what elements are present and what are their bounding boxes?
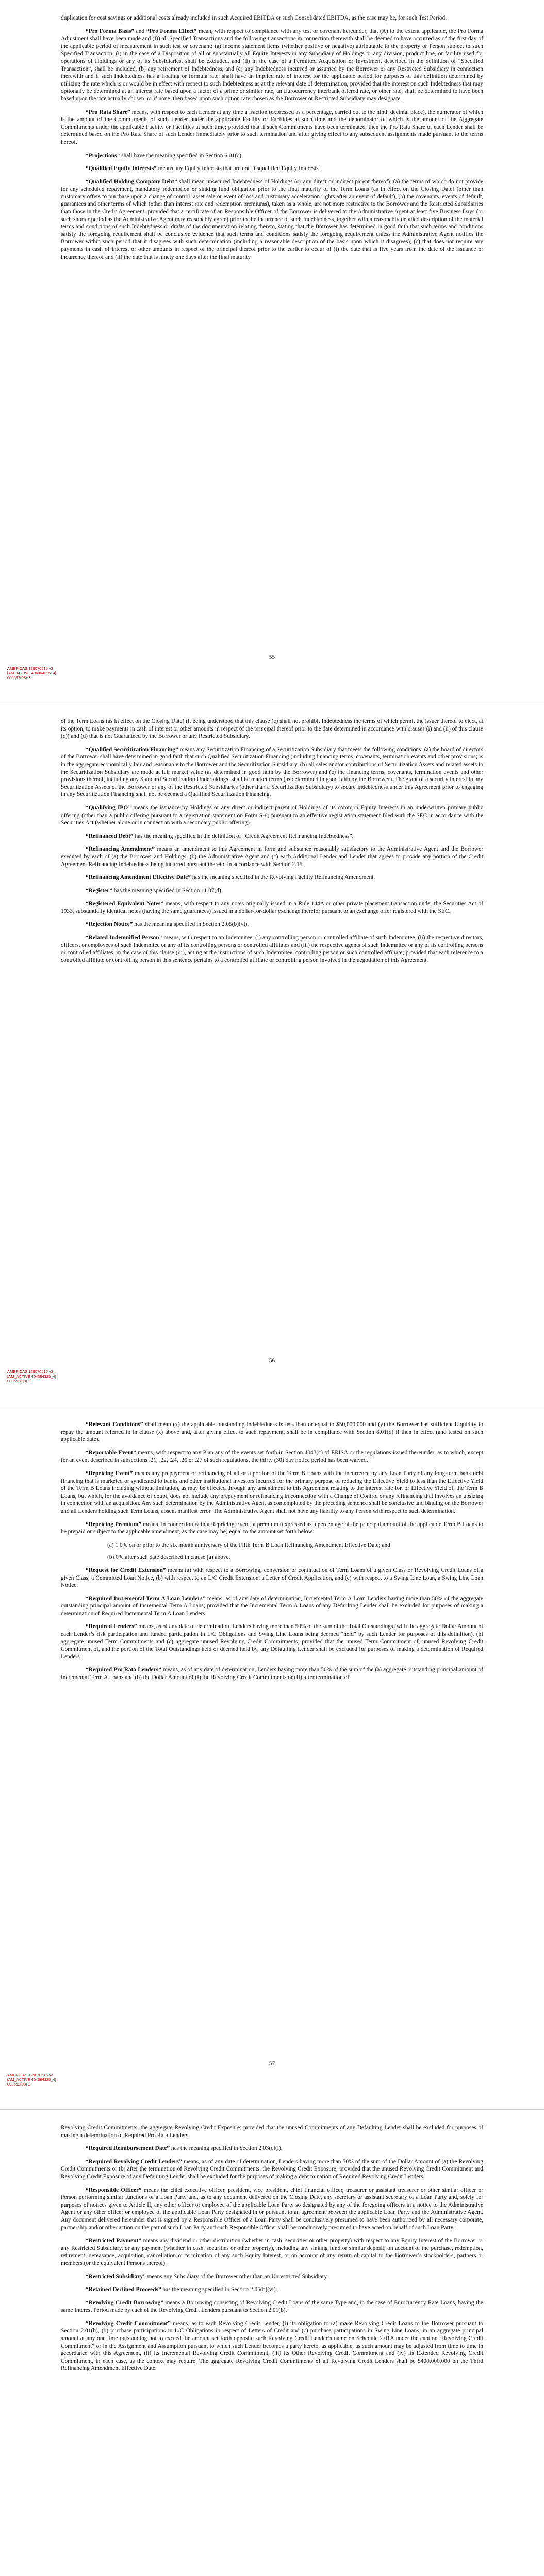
definition-repricing-premium: “Repricing Premium” means, in connection with a Repricing Event, a premium (expressed as a percentage of the principal amount of the applicable Term B Loans to be prepaid or subject to the applicable amendment, as the case may be) equal to the amount set forth below: bbox=[61, 1521, 483, 1535]
definition-pro-rata-share: “Pro Rata Share” means, with respect to each Lender at any time a fraction (expressed as a percentage, carried out to the ninth decimal place), the numerator of which is the amount of the Commitments of such Lender under the applicable Facility or Facilities at such time and the denominator of which is the amount of the Aggregate Commitments under the applicable Facility or Facilities at such time; provided that if such Commitments have been terminated, then the Pro Rata Share of each Lender shall be determined based on the Pro Rata Share of such Lender immediately prior to such termination and after giving effect to any subsequent assignments made pursuant to the terms hereof. bbox=[61, 109, 483, 145]
footer-line: 000692(08)-2 bbox=[7, 1379, 31, 1383]
footer-line: [AM_ACTIVE 404064325_4] bbox=[7, 2077, 56, 2082]
footer-line: 000692(08)-2 bbox=[7, 2082, 31, 2087]
definition-required-incremental-term-a-loan-lenders: “Required Incremental Term A Loan Lenders” means, as of any date of determination, Incremental Term A Loan Lenders having more than 50% of the aggregate outstanding principal amount of Incremental Term A Loans; provided that the Incremental Term A Loans of any Defaulting Lender shall be excluded for purposes of making a determination of Required Incremental Term A Loan Lenders. bbox=[61, 1595, 483, 1617]
document-footer bbox=[7, 2073, 56, 2087]
list-item: (a) 1.0% on or prior to the six month anniversary of the Fifth Term B Loan Refinancing Amendment Effective Date; and bbox=[107, 1541, 390, 1548]
document-page-57 bbox=[0, 1406, 544, 2110]
document-footer bbox=[7, 666, 56, 680]
list-item: (b) 0% after such date described in clause (a) above. bbox=[107, 1554, 230, 1561]
footer-line: [AM_ACTIVE 404064325_4] bbox=[7, 671, 56, 675]
definition-required-revolving-credit-lenders: “Required Revolving Credit Lenders” means, as of any date of determination, Lenders having more than 50% of the sum of the Dollar Amount of (a) the Revolving Credit Commitments or (b) after the termination of Revolving Credit Commitments, the Revolving Credit Exposure; provided that the unused Revolving Credit Commitment and Revolving Credit Exposure of any Defaulting Lender shall be excluded for the purposes of making a determination of Required Revolving Credit Lenders. bbox=[61, 2158, 483, 2180]
page-number: 55 bbox=[269, 654, 275, 660]
paragraph: of the Term Loans (as in effect on the Closing Date) (it being understood that this clause (c) shall not prohibit Indebtedness the terms of which permit the issuer thereof to elect, at its option, to make payments in cash of interest or other amounts in respect of the principal thereof prior to the date determined in accordance with clauses (i) and (ii) of this clause (c)) and (d) that is not Guaranteed by the Borrower or any Restricted Subsidiary. bbox=[61, 718, 483, 740]
definition-related-indemnified-person: “Related Indemnified Person” means, with respect to an Indemnitee, (i) any controlling person or controlled affiliate of such Indemnitee, (ii) the respective directors, officers, or employees of such Indemnitee or any of its controlling persons or controlled affiliates and (iii) the respective agents of such Indemnitee or any of its controlling persons or controlled affiliates, in the case of this clause (iii), acting at the instructions of such Indemnitee, controlling person or such controlled affiliate; provided that each reference to a controlled affiliate or controlling person in this sentence pertains to a controlled affiliate or controlling person involved in the negotiation of this Agreement. bbox=[61, 935, 483, 963]
definition-reportable-event: “Reportable Event” means, with respect to any Plan any of the events set forth in Section 4043(c) of ERISA or the regulations issued thereunder, as to which, except for an event described in subsections .21, .22, .24, .26 or .27 of such regulations, the thirty (30) day notice period has been waived. bbox=[61, 1449, 483, 1464]
footer-line: AMERICAS 129070515 v3 bbox=[7, 1369, 53, 1374]
definition-required-lenders: “Required Lenders” means, as of any date of determination, Lenders having more than 50% of the sum of the Total Outstandings (with the aggregate Dollar Amount of each Lender’s risk participation and funded participation in L/C Obligations and Swing Line Loans being deemed “held” by such Lender for purposes of this definition), (b) aggregate unused Term Commitments and (c) aggregate unused Revolving Credit Commitments; provided that the unused Term Commitment of, unused Revolving Credit Commitment of, and the portion of the Total Outstandings held or deemed held by, any Defaulting Lender shall be excluded for purposes of making a determination of Required Lenders. bbox=[61, 1623, 483, 1660]
paragraph: Revolving Credit Commitments, the aggregate Revolving Credit Exposure; provided that the unused Commitments of any Defaulting Lender shall be excluded for purposes of making a determination of Required Pro Rata Lenders. bbox=[61, 2125, 483, 2139]
document-footer bbox=[7, 1369, 56, 1383]
definition-restricted-subsidiary: “Restricted Subsidiary” means any Subsidiary of the Borrower other than an Unrestricted Subsidiary. bbox=[86, 2273, 328, 2280]
document-page-56 bbox=[0, 703, 544, 1406]
definition-qualified-holding-company-debt: “Qualified Holding Company Debt” shall mean unsecured Indebtedness of Holdings (or any direct or indirect parent thereof), (a) the terms of which do not provide for any scheduled repayment, mandatory redemption or sinking fund obligation prior to the final maturity of the Term Loans (as in effect on the Closing Date) (other than customary offers to purchase upon a change of control, asset sale or event of loss and customary acceleration rights after an event of default), (b) the covenants, events of default, guarantees and other terms of which (other than interest rate and redemption premiums), taken as a whole, are not more restrictive to the Borrower and the Restricted Subsidiaries than those in the Credit Agreement; provided that a certificate of an Responsible Officer of the Borrower is delivered to the Administrative Agent at least five Business Days (or such shorter period as the Administrative Agent may reasonably agree) prior to the incurrence of such Indebtedness, together with a reasonably detailed description of the material terms and conditions of such Indebtedness or drafts of the documentation relating thereto, stating that the Borrower has determined in good faith that such terms and conditions satisfy the foregoing requirement shall be conclusive evidence that such terms and conditions satisfy the foregoing requirement unless the Administrative Agent notifies the Borrower within such period that it disagrees with such determination (including a reasonable description of the basis upon which it disagrees), (c) that does not require any payments in cash of interest or other amounts in respect of the principal thereof prior to the earlier to occur of (i) the date that is five years from the date of the issuance or incurrence thereof and (ii) the date that is ninety one days after the final maturity bbox=[61, 178, 483, 260]
definition-request-for-credit-extension: “Request for Credit Extension” means (a) with respect to a Borrowing, conversion or continuation of Term Loans of a given Class or Revolving Credit Loans of a given Class, a Committed Loan Notice, (b) with respect to an L/C Credit Extension, a Letter of Credit Application, and (c) with respect to a Swing Line Loan, a Swing Line Loan Notice. bbox=[61, 1567, 483, 1589]
document-page-55 bbox=[0, 0, 544, 703]
definition-revolving-credit-commitment: “Revolving Credit Commitment” means, as to each Revolving Credit Lender, (i) its obligation to (a) make Revolving Credit Loans to the Borrower pursuant to Section 2.01(b), (b) purchase participations in L/C Obligations in respect of Letters of Credit and (c) purchase participations in Swing Line Loans, in an aggregate principal amount at any one time outstanding not to exceed the amount set forth opposite such Revolving Credit Lender’s name on Schedule 2.01A under the caption “Revolving Credit Commitment” or in the Assignment and Assumption pursuant to which such Lender becomes a party hereto, as applicable, as such amount may be adjusted from time to time in accordance with this Agreement, (ii) its Incremental Revolving Credit Commitment, (iii) its Other Revolving Credit Commitment and (iv) its Extended Revolving Credit Commitment, in each case, as the context may require. The aggregate Revolving Credit Commitments of all Revolving Credit Lenders shall be $400,000,000 on the Third Refinancing Amendment Effective Date. bbox=[61, 2320, 483, 2372]
definition-rejection-notice: “Rejection Notice” has the meaning specified in Section 2.05(b)(vi). bbox=[86, 921, 249, 928]
definition-repricing-event: “Repricing Event” means any prepayment or refinancing of all or a portion of the Term B Loans with the incurrence by any Loan Party of any long-term bank debt financing that is marketed or syndicated to banks and other institutional investors incurred for the primary purpose of reducing the Effective Yield to less than the Effective Yield of the Term B Loans including without limitation, as may be effected through any amendment to this Agreement relating to the interest rate for, or Effective Yield of, the Term B Loans, but which, for the avoidance of doubt, does not include any prepayment or refinancing in connection with a Change of Control or any refinancing that involves an upsizing in connection with an acquisition. Any such determination by the Administrative Agent as contemplated by the preceding sentence shall be conclusive and binding on the Borrower and all Lenders holding such Term Loans, absent manifest error. The Administrative Agent shall not have any liability to any Person with respect to such determination. bbox=[61, 1470, 483, 1514]
definition-projections: “Projections” shall have the meaning specified in Section 6.01(c). bbox=[86, 152, 243, 159]
definition-pro-forma-basis: “Pro Forma Basis” and “Pro Forma Effect” mean, with respect to compliance with any test or covenant hereunder, that (A) to the extent applicable, the Pro Forma Adjustment shall have been made and (B) all Specified Transactions and the following transactions in connection therewith shall be deemed to have occurred as of the first day of the applicable period of measurement in such test or covenant: (a) income statement items (whether positive or negative) attributable to the property or Person subject to such Specified Transaction, (i) in the case of a Disposition of all or substantially all Equity Interests in any Subsidiary of Holdings or any division, product line, or facility used for operations of Holdings or any of its Subsidiaries, shall be excluded, and (ii) in the case of a Permitted Acquisition or Investment described in the definition of “Specified Transaction”, shall be included, (b) any retirement of Indebtedness, and (c) any Indebtedness incurred or assumed by the Borrower or any Restricted Subsidiary in connection therewith and if such Indebtedness has a floating or formula rate, shall have an implied rate of interest for the applicable period for purposes of this definition determined by utilizing the rate which is or would be in effect with respect to such Indebtedness as at the relevant date of determination; provided that the interest on such Indebtedness that may optionally be determined at an interest rate based upon a factor of a prime or similar rate, an Eurocurrency interbank offered rate, or other rate, shall be determined to have been based upon the rate actually chosen, or if none, then based upon such option rate chosen as the Borrower or Restricted Subsidiary may designate. bbox=[61, 28, 483, 102]
definition-responsible-officer: “Responsible Officer” means the chief executive officer, president, vice president, chief financial officer, treasurer or assistant treasurer or other similar officer or Person performing similar functions of a Loan Party and, as to any document delivered on the Closing Date, any secretary or assistant secretary of a Loan Party and, solely for purposes of notices given to Article II, any other officer or employee of the applicable Loan Party so designated by any of the foregoing officers in a notice to the Administrative Agent or any other officer or employee of the applicable Loan Party designated in or pursuant to an agreement between the applicable Loan Party and the Administrative Agent. Any document delivered hereunder that is signed by a Responsible Officer of a Loan Party shall be conclusively presumed to have been authorized by all necessary corporate, partnership and/or other action on the part of such Loan Party and such Responsible Officer shall be conclusively presumed to have acted on behalf of such Loan Party. bbox=[61, 2187, 484, 2231]
definition-restricted-payment: “Restricted Payment” means any dividend or other distribution (whether in cash, securities or other property) with respect to any Equity Interest of the Borrower or any Restricted Subsidiary, or any payment (whether in cash, securities or other property), including any sinking fund or similar deposit, on account of the purchase, redemption, retirement, defeasance, acquisition, cancellation or termination of any such Equity Interest, or on account of any return of capital to the Borrower’s stockholders, partners or members (or the equivalent Persons thereof). bbox=[61, 2238, 484, 2266]
footer-line: 000692(08)-2 bbox=[7, 675, 31, 680]
footer-line: AMERICAS 129070515 v3 bbox=[7, 2073, 53, 2077]
paragraph: duplication for cost savings or additional costs already included in such Acquired EBITDA or such Consolidated EBITDA, as the case may be, for such Test Period. bbox=[61, 15, 447, 21]
footer-line: [AM_ACTIVE 404064325_4] bbox=[7, 1374, 56, 1379]
definition-registered-equivalent-notes: “Registered Equivalent Notes” means, with respect to any notes originally issued in a Rule 144A or other private placement transaction under the Securities Act of 1933, substantially identical notes (having the same guarantees) issued in a dollar-for-dollar exchange therefor pursuant to an exchange offer registered with the SEC. bbox=[61, 901, 483, 914]
definition-refinanced-debt: “Refinanced Debt” has the meaning specified in the definition of “Credit Agreement Refinancing Indebtedness”. bbox=[86, 833, 354, 839]
definition-qualifying-ipo: “Qualifying IPO” means the issuance by Holdings or any direct or indirect parent of Holdings of its common Equity Interests in an underwritten primary public offering (other than a public offering pursuant to a registration statement on Form S-8) pursuant to an effective registration statement filed with the SEC in accordance with the Securities Act (whether alone or in connection with a secondary public offering). bbox=[61, 804, 483, 826]
definition-qualified-securitization-financing: “Qualified Securitization Financing” means any Securitization Financing of a Securitization Subsidiary that meets the following conditions: (a) the board of directors of the Borrower shall have determined in good faith that such Qualified Securitization Financing (including financing terms, covenants, termination events and other provisions) is in the aggregate economically fair and reasonable to the Borrower and the Securitization Subsidiary, (b) all sales and/or contributions of Securitization Assets and related assets to the Securitization Subsidiary are made at fair market value (as determined in good faith by the Borrower) and (c) the financing terms, covenants, termination events and other provisions thereof, including any Standard Securitization Undertakings, shall be market terms (as determined in good faith by the Borrower). The grant of a security interest in any Securitization Assets of the Borrower or any of the Restricted Subsidiaries (other than a Securitization Subsidiary) to secure Indebtedness under this Agreement prior to engaging in any Securitization Financing shall not be deemed a Qualified Securitization Financing. bbox=[61, 746, 484, 798]
definition-revolving-credit-borrowing: “Revolving Credit Borrowing” means a Borrowing consisting of Revolving Credit Loans of the same Type and, in the case of Eurocurrency Rate Loans, having the same Interest Period made by each of the Revolving Credit Lenders pursuant to Section 2.01(b). bbox=[61, 2299, 483, 2314]
definition-required-reimbursement-date: “Required Reimbursement Date” has the meaning specified in Section 2.03(c)(i). bbox=[86, 2145, 283, 2152]
definition-qualified-equity-interests: “Qualified Equity Interests” means any Equity Interests that are not Disqualified Equity Interests. bbox=[86, 165, 320, 172]
definition-retained-declined-proceeds: “Retained Declined Proceeds” has the meaning specified in Section 2.05(b)(vi). bbox=[86, 2286, 277, 2293]
definition-refinancing-amendment-effective-date: “Refinancing Amendment Effective Date” has the meaning specified in the Revolving Facility Refinancing Amendment. bbox=[86, 874, 375, 881]
page-number: 56 bbox=[269, 1358, 275, 1364]
definition-relevant-conditions: “Relevant Conditions” shall mean (x) the applicable outstanding indebtedness is less than or equal to $50,000,000 and (y) the Borrower has sufficient Liquidity to repay the amount referred to in clause (x) above and, after giving effect to such repayment, shall be in compliance with Section 8.01(d) if then in effect (and tested on such applicable date). bbox=[61, 1421, 483, 1443]
definition-register: “Register” has the meaning specified in Section 11.07(d). bbox=[86, 887, 223, 894]
document-page-58 bbox=[0, 2110, 544, 2576]
footer-line: AMERICAS 129070515 v3 bbox=[7, 666, 53, 671]
definition-refinancing-amendment: “Refinancing Amendment” means an amendment to this Agreement in form and substance reasonably satisfactory to the Administrative Agent and the Borrower executed by each of (a) the Borrower and Holdings, (b) the Administrative Agent and (c) each Additional Lender and Lender that agrees to provide any portion of the Credit Agreement Refinancing Indebtedness being incurred pursuant thereto, in accordance with Section 2.15. bbox=[61, 846, 483, 868]
definition-required-pro-rata-lenders: “Required Pro Rata Lenders” means, as of any date of determination, Lenders having more than 50% of the sum of the (a) aggregate outstanding principal amount of Incremental Term A Loans and (b) the Dollar Amount of (I) the Revolving Credit Commitments or (II) after termination of bbox=[61, 1667, 484, 1681]
page-number: 57 bbox=[269, 2061, 275, 2067]
